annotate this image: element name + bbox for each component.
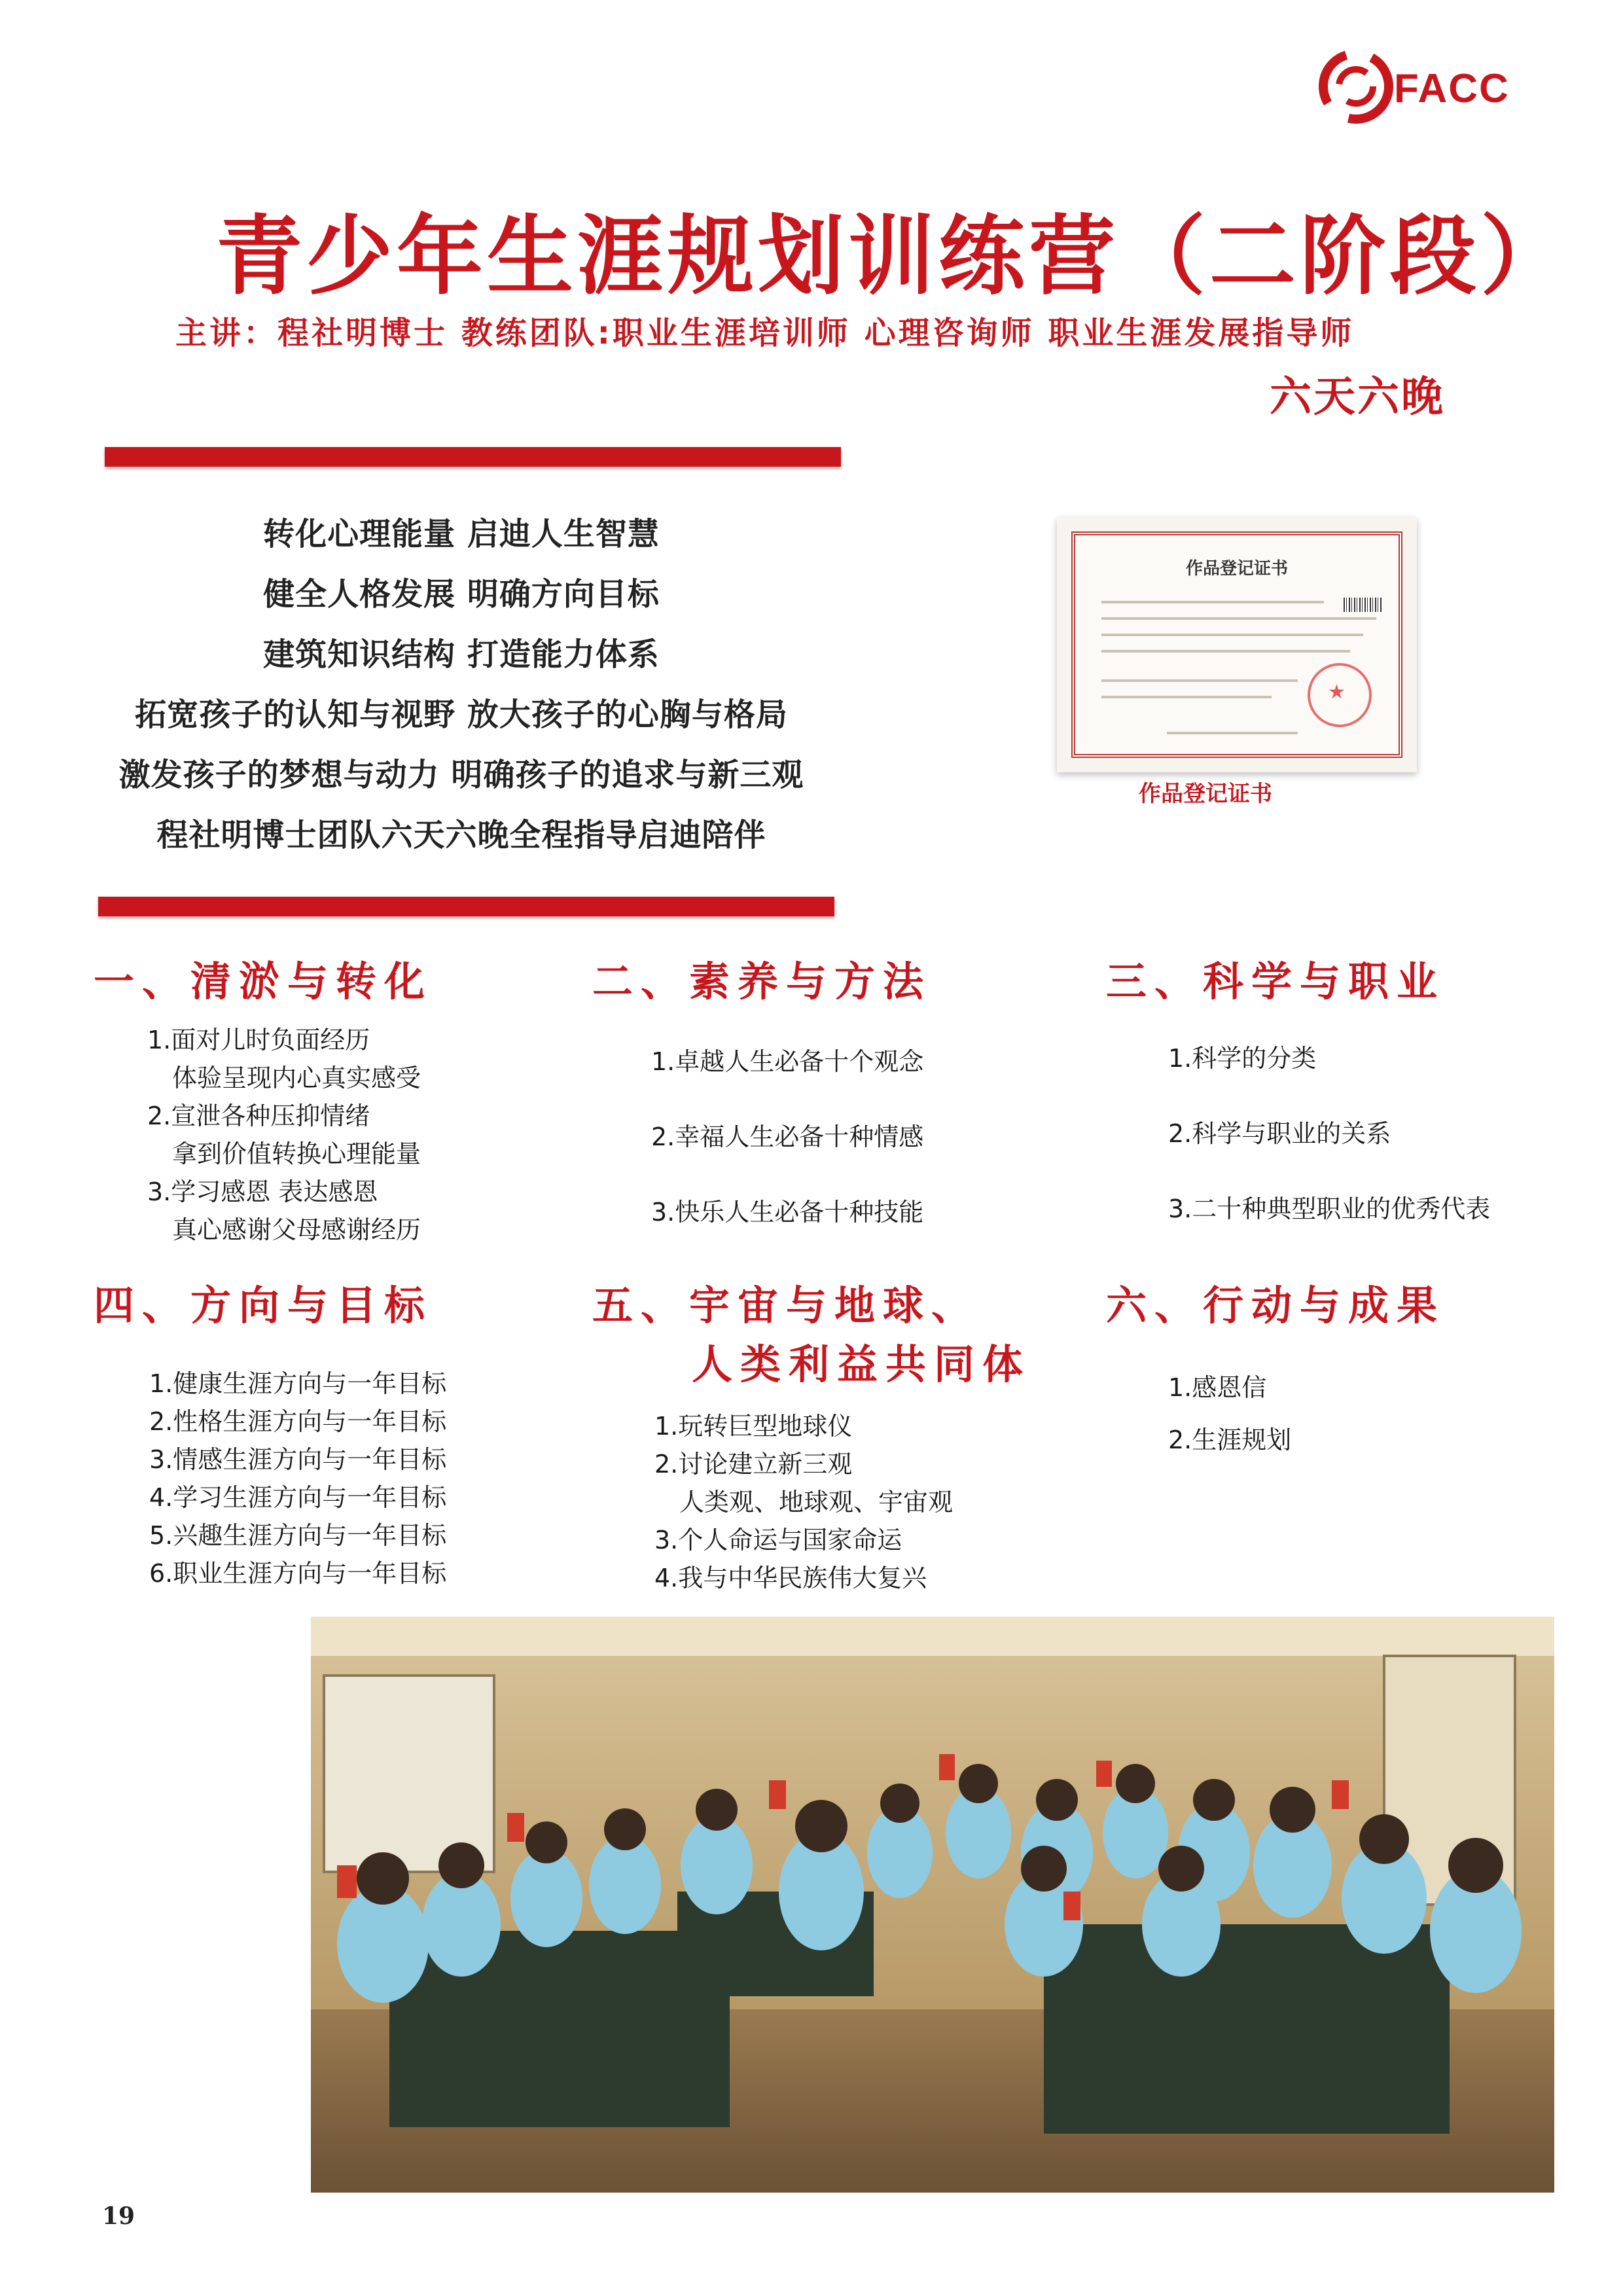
list-item: 4.我与中华民族伟大复兴 xyxy=(654,1564,927,1592)
list-item: 3.学习感恩 表达感恩 xyxy=(147,1177,378,1206)
list-item: 真心感谢父母感谢经历 xyxy=(172,1215,421,1244)
slogan-item: 转化心理能量 启迪人生智慧 xyxy=(263,516,660,552)
logo-swirl-icon xyxy=(1315,39,1400,137)
slogan-list xyxy=(85,504,838,865)
list-item: 3.快乐人生必备十种技能 xyxy=(651,1198,924,1227)
page-number: 19 xyxy=(102,2202,135,2230)
section-list-5 xyxy=(654,1407,953,1597)
list-item: 1.面对儿时负面经历 xyxy=(147,1026,370,1054)
classroom-scene-image xyxy=(311,1617,1554,2193)
star-icon: ★ xyxy=(1328,681,1346,704)
section-list-1 xyxy=(147,1021,421,1249)
slogan-item: 拓宽孩子的认知与视野 放大孩子的心胸与格局 xyxy=(135,696,788,733)
list-item: 1.科学的分类 xyxy=(1168,1044,1317,1073)
list-item: 1.卓越人生必备十个观念 xyxy=(651,1047,924,1076)
list-item: 2.生涯规划 xyxy=(1168,1426,1292,1454)
subtitle: 主讲：程社明博士 教练团队:职业生涯培训师 心理咨询师 职业生涯发展指导师 xyxy=(175,315,1355,351)
section-title-2: 二、素养与方法 xyxy=(592,958,932,1005)
list-item: 人类观、地球观、宇宙观 xyxy=(679,1488,954,1516)
certificate-title: 作品登记证书 xyxy=(1185,559,1288,579)
list-item: 2.幸福人生必备十种情感 xyxy=(651,1122,924,1151)
list-item: 拿到价值转换心理能量 xyxy=(172,1139,421,1168)
list-item: 2.讨论建立新三观 xyxy=(654,1450,853,1479)
list-item: 1.感恩信 xyxy=(1168,1373,1267,1402)
list-item: 2.性格生涯方向与一年目标 xyxy=(149,1407,447,1436)
group-photo xyxy=(311,1617,1554,2193)
list-item: 6.职业生涯方向与一年目标 xyxy=(149,1559,447,1588)
certificate-frame xyxy=(1071,531,1402,758)
slogan-item: 建筑知识结构 打造能力体系 xyxy=(263,636,660,673)
list-item: 1.健康生涯方向与一年目标 xyxy=(149,1369,447,1398)
certificate-text-line xyxy=(1101,617,1376,620)
list-item: 2.科学与职业的关系 xyxy=(1168,1119,1391,1148)
divider-rule xyxy=(98,897,834,916)
certificate-text-line xyxy=(1101,679,1298,682)
section-list-4 xyxy=(149,1365,446,1592)
list-item: 3.情感生涯方向与一年目标 xyxy=(149,1445,447,1474)
certificate-image xyxy=(1057,517,1417,772)
slogan-item: 激发孩子的梦想与动力 明确孩子的追求与新三观 xyxy=(118,757,804,793)
list-item: 体验呈现内心真实感受 xyxy=(172,1064,421,1092)
section-title-3: 三、科学与职业 xyxy=(1106,958,1446,1005)
barcode-icon xyxy=(1344,598,1383,612)
list-item: 1.玩转巨型地球仪 xyxy=(654,1412,853,1441)
list-item: 4.学习生涯方向与一年目标 xyxy=(149,1483,447,1512)
slogan-item: 健全人格发展 明确方向目标 xyxy=(263,576,660,613)
certificate-text-line xyxy=(1101,634,1363,636)
section-title-5-line2: 人类利益共同体 xyxy=(692,1340,1031,1388)
section-list-6 xyxy=(1168,1361,1291,1466)
slogan-item: 程社明博士团队六天六晚全程指导启迪陪伴 xyxy=(156,817,766,853)
certificate-text-line xyxy=(1167,732,1298,734)
logo-text: FACC xyxy=(1394,66,1510,111)
certificate-text-line xyxy=(1101,650,1350,653)
certificate-text-line xyxy=(1101,601,1324,603)
page-title: 青少年生涯规划训练营（二阶段） xyxy=(216,206,1571,307)
section-list-3 xyxy=(1168,1021,1490,1247)
certificate-text-line xyxy=(1101,696,1272,698)
list-item: 5.兴趣生涯方向与一年目标 xyxy=(149,1521,447,1550)
list-item: 2.宣泄各种压抑情绪 xyxy=(147,1102,370,1130)
certificate-caption: 作品登记证书 xyxy=(1139,781,1272,807)
list-item: 3.个人命运与国家命运 xyxy=(654,1526,902,1554)
duration-label: 六天六晚 xyxy=(1270,373,1445,422)
section-title-1: 一、清淤与转化 xyxy=(94,958,433,1005)
section-title-5-line1: 五、宇宙与地球、 xyxy=(592,1282,980,1329)
section-list-2 xyxy=(651,1024,923,1250)
divider-rule xyxy=(105,447,841,467)
list-item: 3.二十种典型职业的优秀代表 xyxy=(1168,1194,1491,1223)
section-title-4: 四、方向与目标 xyxy=(94,1282,433,1329)
section-title-6: 六、行动与成果 xyxy=(1106,1282,1446,1329)
